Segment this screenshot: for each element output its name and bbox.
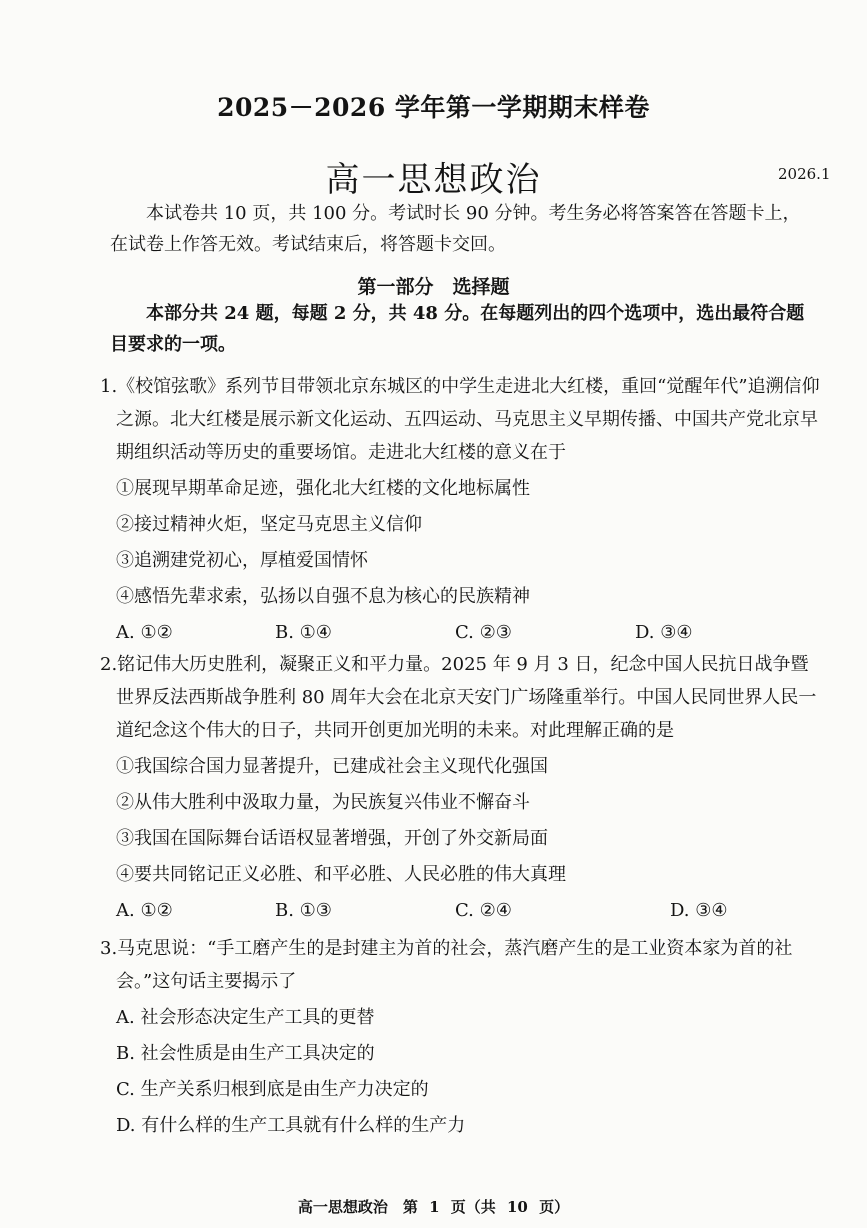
statement-item: ②接过精神火炬，坚定马克思主义信仰 [116, 514, 422, 535]
option-a: A. 社会形态决定生产工具的更替 [116, 1007, 375, 1028]
statement-item: ④感悟先辈求索，弘扬以自强不息为核心的民族精神 [116, 586, 530, 607]
choice-d: D. ③④ [635, 622, 693, 643]
question-1 [100, 370, 820, 649]
exam-instructions: 本试卷共 10 页，共 100 分。考试时长 90 分钟。考生务必将答案答在答题卡上，在试卷上作答无效。考试结束后，将答题卡交回。 [110, 203, 801, 255]
statement-item: ①展现早期革命足迹，强化北大红楼的文化地标属性 [116, 478, 530, 499]
statement-item: ④要共同铭记正义必胜、和平必胜、人民必胜的伟大真理 [116, 864, 566, 885]
statement-item: ③我国在国际舞台话语权显著增强，开创了外交新局面 [116, 828, 548, 849]
question-stem: 3.马克思说：“手工磨产生的是封建主为首的社会，蒸汽磨产生的是工业资本家为首的社会。”这句话主要揭示了 [100, 938, 793, 992]
choice-b: B. ①④ [275, 622, 332, 643]
choice-a: A. ①② [116, 622, 173, 643]
question-stem: 1.《校馆弦歌》系列节目带领北京东城区的中学生走进北大红楼，重回“觉醒年代”追溯信仰之源。北大红楼是展示新文化运动、五四运动、马克思主义早期传播、中国共产党北京早期组织活动等历史的重要场馆。走进北大红楼的意义在于 [100, 376, 820, 463]
question-2 [100, 648, 820, 927]
choice-b: B. ①③ [275, 900, 332, 921]
statement-item: ③追溯建党初心，厚植爱国情怀 [116, 550, 368, 571]
question-3 [100, 932, 820, 1142]
exam-title: 2025－2026 学年第一学期期末样卷 [217, 93, 650, 122]
choice-a: A. ①② [116, 900, 173, 921]
question-stem: 2.铭记伟大历史胜利，凝聚正义和平力量。2025 年 9 月 3 日，纪念中国人民抗日战争暨世界反法西斯战争胜利 80 周年大会在北京天安门广场隆重举行。中国人民同世界人民一道纪念这个伟大的日子，共同开创更加光明的未来。对此理解正确的是 [100, 654, 817, 741]
statement-item: ②从伟大胜利中汲取力量，为民族复兴伟业不懈奋斗 [116, 792, 530, 813]
statement-item: ①我国综合国力显著提升，已建成社会主义现代化强国 [116, 756, 548, 777]
choice-c: C. ②④ [455, 900, 512, 921]
option-b: B. 社会性质是由生产工具决定的 [116, 1043, 375, 1064]
answer-choices [100, 894, 820, 927]
page-footer: 高一思想政治 第 1 页（共 10 页） [297, 1198, 570, 1216]
choice-c: C. ②③ [455, 622, 512, 643]
answer-choices [100, 616, 820, 649]
choice-d: D. ③④ [670, 900, 728, 921]
part-instructions: 本部分共 24 题，每题 2 分，共 48 分。在每题列出的四个选项中，选出最符合题目要求的一项。 [110, 303, 805, 355]
exam-date: 2026.1 [778, 165, 831, 183]
subject-title: 高一思想政治 [325, 160, 542, 200]
option-d: D. 有什么样的生产工具就有什么样的生产力 [116, 1115, 466, 1136]
part-title: 第一部分 选择题 [357, 276, 510, 298]
option-c: C. 生产关系归根到底是由生产力决定的 [116, 1079, 429, 1100]
